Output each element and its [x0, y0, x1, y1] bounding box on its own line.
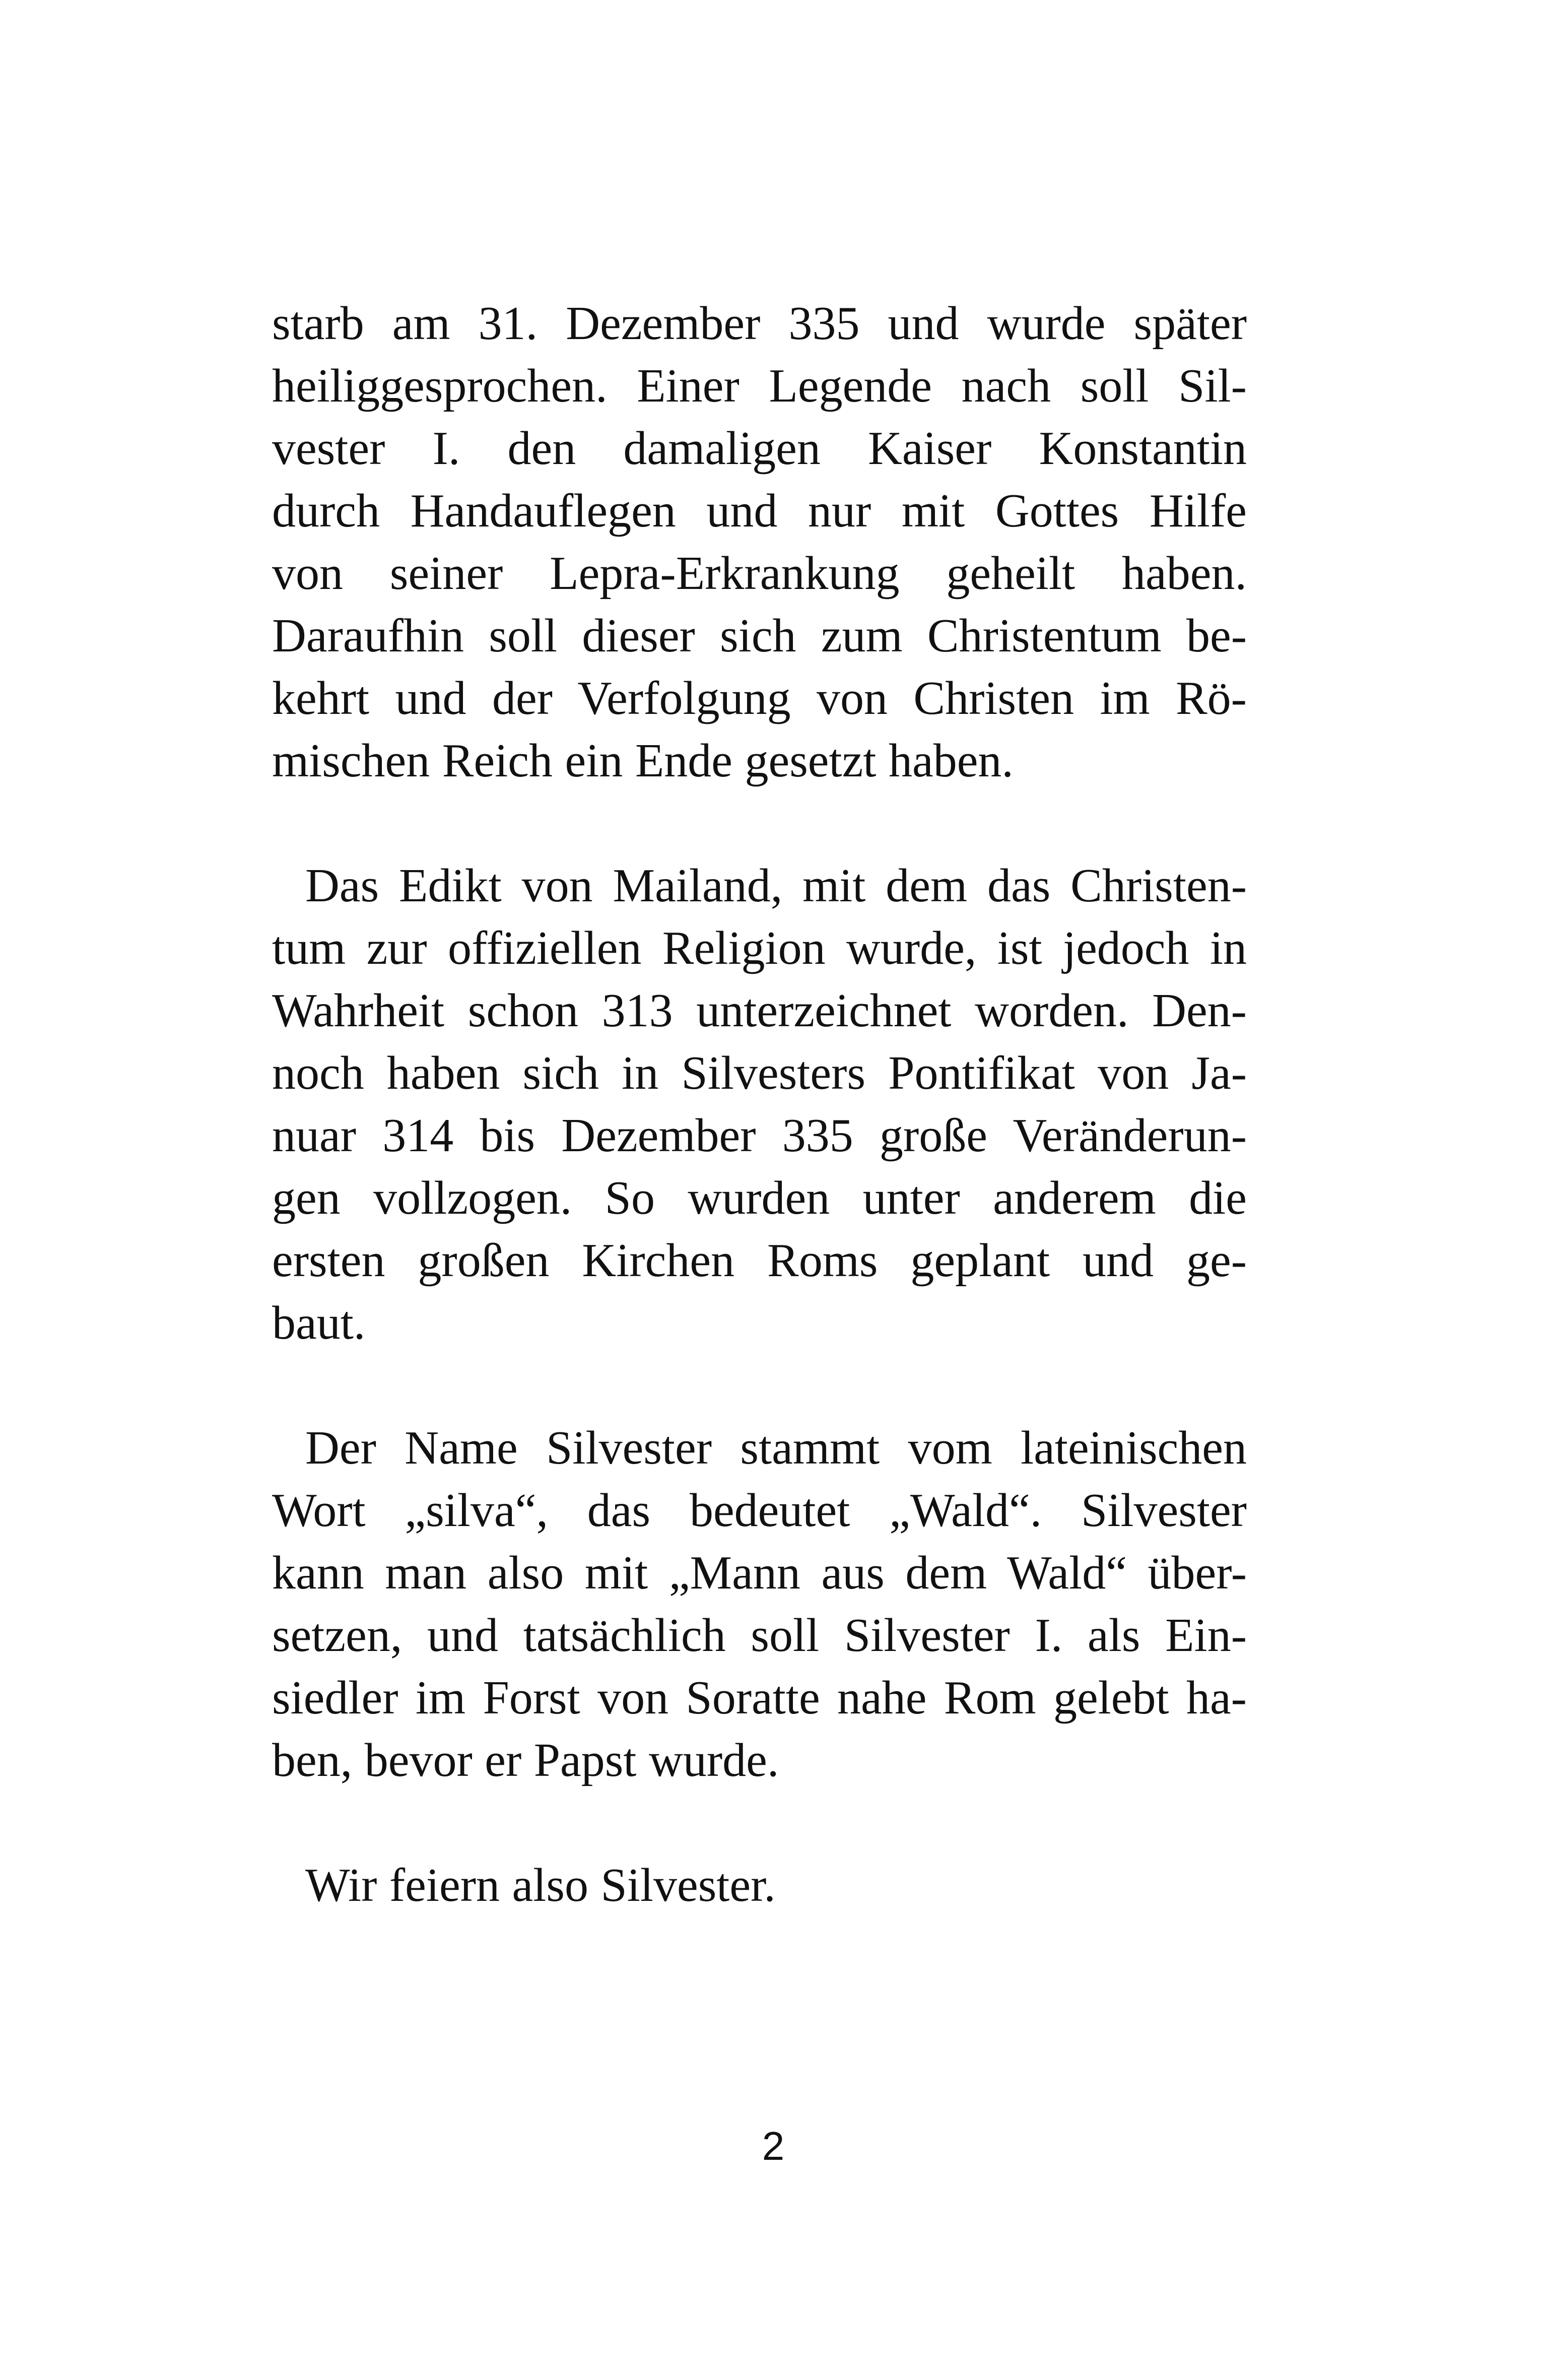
text-line: kehrt und der Verfolgung von Christen im Rö- [272, 672, 1247, 724]
text-line: kann man also mit „Mann aus dem Wald“ über- [272, 1547, 1247, 1599]
text-line: von seiner Lepra-Erkrankung geheilt haben. [272, 547, 1247, 600]
text-line: Wahrheit schon 313 unterzeichnet worden. Den- [272, 984, 1247, 1037]
paragraph-4 [272, 1854, 1247, 1916]
text-line: Wir feiern also Silvester. [305, 1859, 776, 1911]
text-line: Das Edikt von Mailand, mit dem das Christen- [305, 860, 1247, 912]
body-text [272, 292, 1247, 1916]
text-line: vester I. den damaligen Kaiser Konstantin [272, 422, 1247, 475]
text-line: Der Name Silvester stammt vom lateinischen [305, 1422, 1247, 1474]
text-line: tum zur offiziellen Religion wurde, ist jedoch in [272, 922, 1247, 974]
text-line: mischen Reich ein Ende gesetzt haben. [272, 735, 1014, 787]
text-line: setzen, und tatsächlich soll Silvester I. als Ein- [272, 1609, 1247, 1662]
text-line: siedler im Forst von Soratte nahe Rom gelebt ha- [272, 1672, 1247, 1724]
text-line: noch haben sich in Silvesters Pontifikat von Ja- [272, 1047, 1247, 1099]
text-line: Daraufhin soll dieser sich zum Christentum be- [272, 610, 1247, 662]
text-line: heiliggesprochen. Einer Legende nach soll Sil- [272, 360, 1247, 412]
page-number: 2 [762, 2124, 785, 2168]
text-line: durch Handauflegen und nur mit Gottes Hilfe [272, 485, 1247, 537]
text-line: ben, bevor er Papst wurde. [272, 1734, 779, 1787]
paragraph-1 [272, 292, 1247, 792]
paragraph-2 [272, 854, 1247, 1354]
text-line: baut. [272, 1297, 366, 1349]
text-line: starb am 31. Dezember 335 und wurde später [272, 297, 1247, 350]
text-line: ersten großen Kirchen Roms geplant und ge- [272, 1234, 1247, 1287]
text-line: Wort „silva“, das bedeutet „Wald“. Silvester [272, 1484, 1247, 1537]
paragraph-3 [272, 1417, 1247, 1792]
text-line: nuar 314 bis Dezember 335 große Veränderun- [272, 1109, 1247, 1162]
text-line: gen vollzogen. So wurden unter anderem die [272, 1172, 1247, 1224]
